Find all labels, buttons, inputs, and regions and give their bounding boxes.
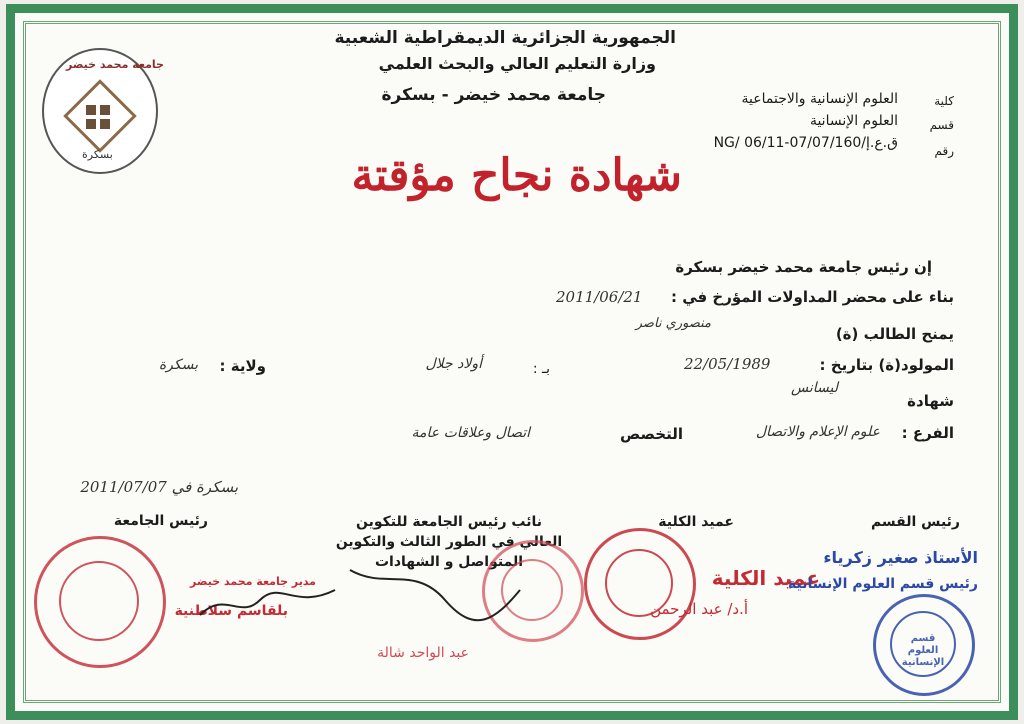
vice-rector-title: نائب رئيس الجامعة للتكوين العالي في الطور الثالث والتكوين المتواصل و الشهادات [335,514,563,570]
wilaya-label: ولاية : [219,357,266,375]
logo-block-2 [100,105,110,115]
department-stamp-text: قسم العلوم الإنسانية [901,633,945,668]
rector-line: إن رئيس جامعة محمد خيضر بسكرة [675,258,932,276]
student-label: يمنح الطالب (ة) [835,325,954,343]
number-label: رقم [934,144,954,158]
header-republic: الجمهورية الجزائرية الديمقراطية الشعبية [334,28,676,48]
head-department-name: الأستاذ صغير زكرياء [823,548,978,567]
dean-name: أ.د/ عبد الرحمن [650,600,748,618]
vice-rector-signature [345,560,525,630]
head-department-role: رئيس قسم العلوم الإنسانية [788,576,978,592]
faculty-label: كلية [934,94,954,108]
specialty-value: اتصال وعلاقات عامة [411,425,530,441]
born-label: المولود(ة) بتاريخ : [819,356,954,374]
department-value: العلوم الإنسانية [809,113,898,129]
rector-stamp-inner [59,561,139,641]
rector-stamp [34,536,166,668]
wilaya-value: بسكرة [158,357,198,373]
rector-name: بلقاسم سلاطنية [174,603,288,619]
logo-block-1 [86,105,96,115]
logo-block-4 [100,119,110,129]
branch-value: علوم الإعلام والاتصال [755,424,880,440]
faculty-value: العلوم الإنسانية والاجتماعية [741,91,898,107]
rector-signature [195,580,345,630]
vice-rector-name: عبد الواحد شالة [377,645,469,661]
rector-signature-title: مدير جامعة محمد خيضر [190,575,316,588]
number-value: ق.ع.إ/160/NG/ 06/11-07/07 [713,135,898,151]
certificate-title: شهادة نجاح مؤقتة [351,150,682,201]
minutes-date: 2011/06/21 [556,288,643,306]
minutes-label: بناء على محضر المداولات المؤرخ في : [670,288,954,306]
degree-label: شهادة [907,392,954,410]
place-date: بسكرة في 2011/07/07 [80,478,238,496]
university-logo [42,48,164,174]
logo-emblem [63,79,137,153]
head-department-title: رئيس القسم [870,514,960,530]
branch-label: الفرع : [901,424,954,442]
logo-bottom-text: بسكرة [82,148,113,161]
dean-stamp-text: عميد الكلية [711,566,820,590]
logo-top-text: جامعة محمد خيضر [66,58,164,71]
born-place-value: أولاد جلال [425,356,482,372]
logo-block-3 [86,119,96,129]
rector-title: رئيس الجامعة [113,513,208,529]
born-place-label: بـ : [532,361,550,377]
header-ministry: وزارة التعليم العالي والبحث العلمي [378,54,656,73]
department-stamp [873,594,975,696]
dean-title: عميد الكلية [658,514,734,530]
degree-value: ليسانس [791,380,838,396]
born-date: 22/05/1989 [684,355,771,373]
header-university: جامعة محمد خيضر - بسكرة [381,85,606,105]
specialty-label: التخصص [620,425,683,443]
student-name: منصوري ناصر [635,316,711,331]
department-label: قسم [929,118,954,132]
dean-stamp [584,528,696,640]
